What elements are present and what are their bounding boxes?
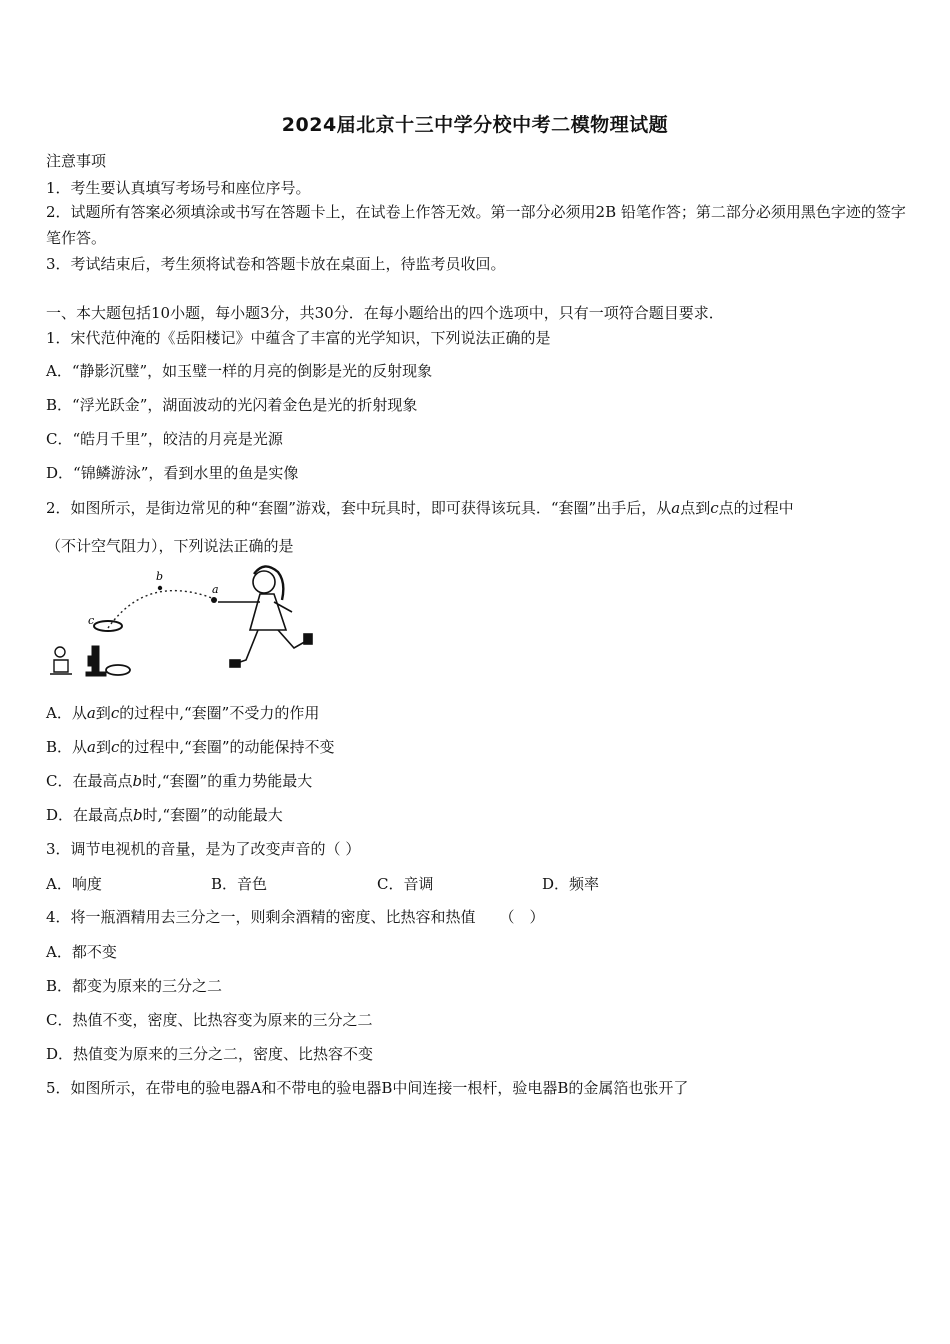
- question-4-option-a: A．都不变: [46, 943, 117, 961]
- q2a-part1: A．从: [46, 704, 87, 722]
- question-2-stem-part1: 2．如图所示，是街边常见的种“套圈”游戏，套中玩具时，即可获得该玩具．“套圈”出手后，从: [46, 499, 672, 517]
- question-1-stem: 1．宋代范仲淹的《岳阳楼记》中蕴含了丰富的光学知识，下列说法正确的是: [46, 329, 551, 347]
- question-2-stem: [46, 497, 794, 518]
- trajectory-path: [108, 591, 212, 628]
- q2b-part2: 到: [95, 738, 111, 756]
- toy-dog: [50, 647, 72, 674]
- question-1-option-d: D．“锦鳞游泳”，看到水里的鱼是实像: [46, 464, 299, 482]
- question-2-stem-line2: （不计空气阻力），下列说法正确的是: [46, 537, 294, 555]
- q2b-var2: c: [111, 738, 120, 756]
- q2a-var2: c: [110, 704, 120, 722]
- question-2-option-b: [46, 736, 335, 757]
- ring-toss-figure: [46, 560, 326, 685]
- q2d-var1: b: [133, 806, 143, 824]
- question-3-option-c: C．音调: [377, 875, 434, 893]
- girl-figure: [218, 566, 312, 667]
- notice-item-3: 3．考试结束后，考生须将试卷和答题卡放在桌面上，待监考员收回。: [46, 255, 506, 273]
- question-5-stem: 5．如图所示，在带电的验电器A和不带电的验电器B中间连接一根杆，验电器B的金属箔也张开了: [46, 1079, 689, 1097]
- question-4-option-c: C．热值不变，密度、比热容变为原来的三分之二: [46, 1011, 373, 1029]
- notice-heading: 注意事项: [46, 152, 107, 170]
- question-4-option-d: D．热值变为原来的三分之二，密度、比热容不变: [46, 1045, 374, 1063]
- q2d-part2: 时,“套圈”的动能最大: [142, 806, 283, 824]
- q2b-var1: a: [87, 738, 96, 756]
- question-1-option-c: C．“皓月千里”，皎洁的月亮是光源: [46, 430, 283, 448]
- q2a-part3: 的过程中,“套圈”不受力的作用: [119, 704, 320, 722]
- question-2-stem-part3: 点的过程中: [718, 499, 794, 517]
- label-b: b: [156, 570, 164, 583]
- section-heading: 一、本大题包括10小题，每小题3分，共30分．在每小题给出的四个选项中，只有一项符合题目要求．: [46, 304, 724, 322]
- point-a: [211, 597, 217, 603]
- toy-bottle: [86, 646, 106, 676]
- question-4-paren: （ ）: [499, 908, 545, 926]
- notice-item-1: 1．考生要认真填写考场号和座位序号。: [46, 179, 311, 197]
- question-3-option-a: A．响度: [46, 875, 102, 893]
- point-b: [158, 586, 162, 590]
- q2c-part2: 时,“套圈”的重力势能最大: [142, 772, 313, 790]
- question-2-stem-part2: 点到: [680, 499, 711, 517]
- label-c: c: [88, 614, 95, 627]
- question-3-stem: 3．调节电视机的音量，是为了改变声音的（ ）: [46, 840, 361, 858]
- var-a: a: [671, 499, 681, 517]
- q2a-part2: 到: [95, 704, 111, 722]
- var-c: c: [710, 499, 719, 517]
- question-4-option-b: B．都变为原来的三分之二: [46, 977, 223, 995]
- question-1-option-b: B．“浮光跃金”，湖面波动的光闪着金色是光的折射现象: [46, 396, 418, 414]
- q2c-part1: C．在最高点: [46, 772, 133, 790]
- notice-item-2: 2．试题所有答案必须填涂或书写在答题卡上，在试卷上作答无效。第一部分必须用2B 铅笔作答；第二部分必须用黑色字迹的签字笔作答。: [46, 203, 906, 247]
- page-title: 2024届北京十三中学分校中考二模物理试题: [281, 114, 669, 136]
- question-2-option-d: [46, 804, 283, 825]
- question-3-option-d: D．频率: [542, 875, 600, 893]
- q2b-part1: B．从: [46, 738, 88, 756]
- q2d-part1: D．在最高点: [46, 806, 134, 824]
- question-4-stem: [46, 906, 545, 927]
- question-2-option-a: [46, 702, 319, 723]
- q2b-part3: 的过程中,“套圈”的动能保持不变: [119, 738, 335, 756]
- q2c-var1: b: [132, 772, 143, 790]
- ring-c: [94, 621, 122, 631]
- question-2-option-c: [46, 770, 312, 791]
- question-4-stem-text: 4．将一瓶酒精用去三分之一，则剩余酒精的密度、比热容和热值: [46, 908, 476, 926]
- label-a: a: [212, 583, 219, 596]
- q2a-var1: a: [86, 704, 96, 722]
- ground-ring: [106, 665, 130, 675]
- question-1-option-a: A．“静影沉璧”，如玉璧一样的月亮的倒影是光的反射现象: [46, 362, 433, 380]
- question-3-option-b: B．音色: [211, 875, 268, 893]
